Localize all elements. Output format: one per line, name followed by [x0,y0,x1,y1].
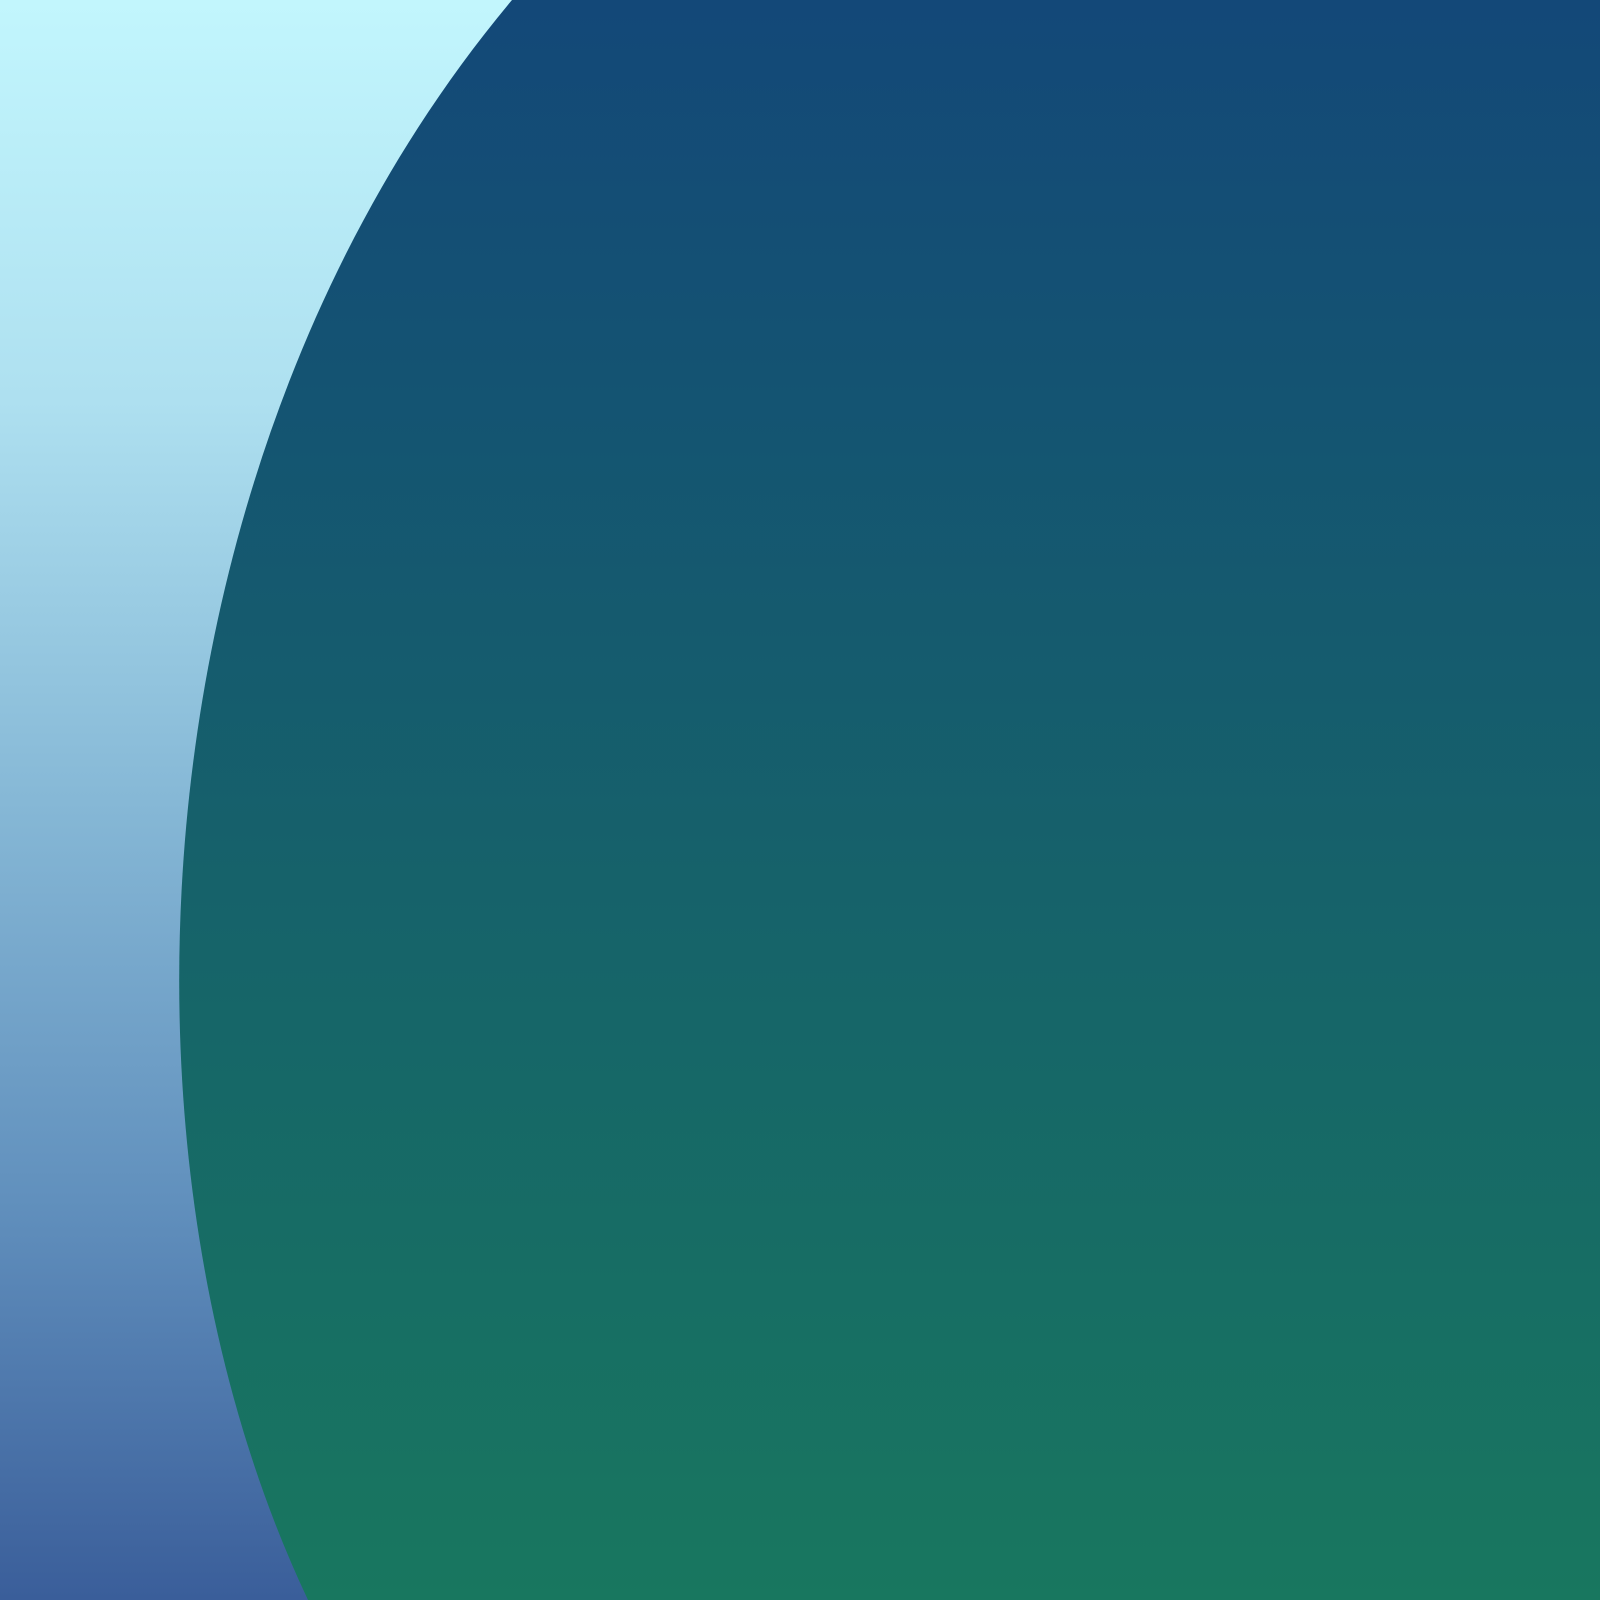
schedule-list [150,401,1450,641]
dark-circle-panel [179,0,1600,1600]
